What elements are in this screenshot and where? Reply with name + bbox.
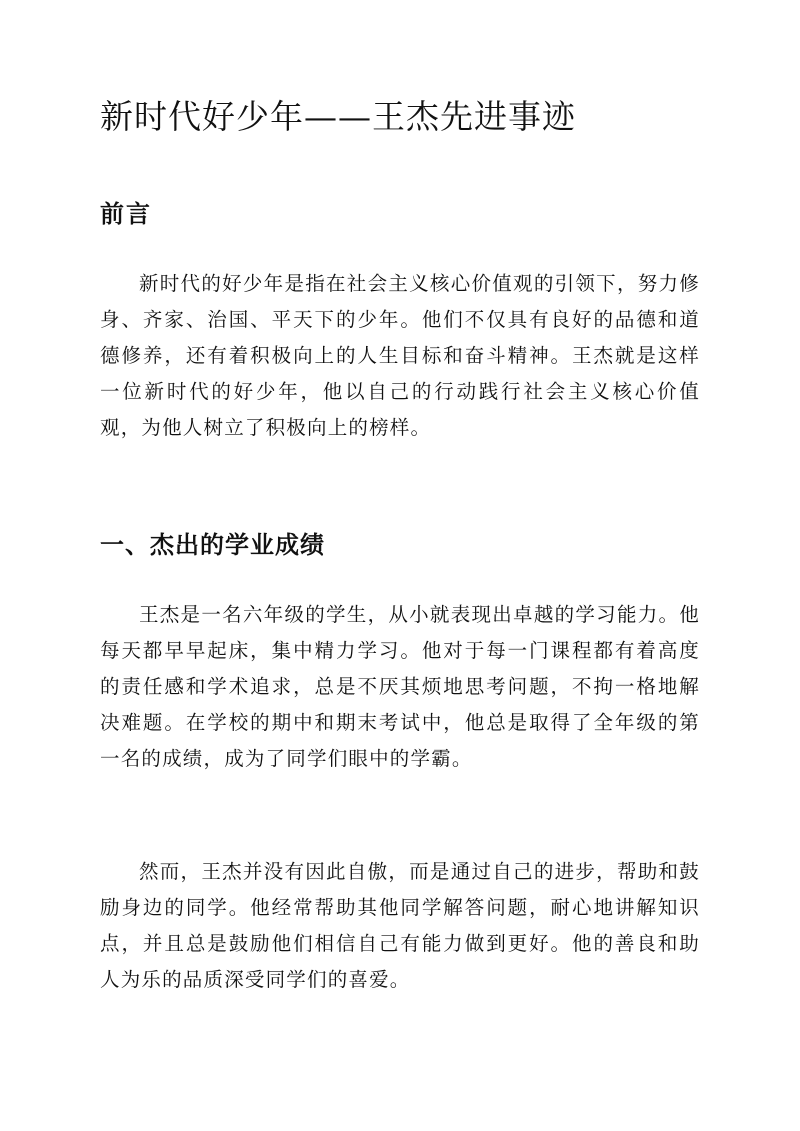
- document-title: 新时代好少年——王杰先进事迹: [100, 97, 576, 136]
- preface-paragraph: 新时代的好少年是指在社会主义核心价值观的引领下，努力修身、齐家、治国、平天下的少年。他们不仅具有良好的品德和道德修养，还有着积极向上的人生目标和奋斗精神。王杰就是这样一位新时代的好少年，他以自己的行动践行社会主义核心价值观，为他人树立了积极向上的榜样。: [100, 272, 700, 439]
- section-heading-preface: 前言: [100, 199, 152, 228]
- section-heading-academic: 一、杰出的学业成绩: [100, 530, 325, 559]
- academic-paragraph-2: 然而，王杰并没有因此自傲，而是通过自己的进步，帮助和鼓励身边的同学。他经常帮助其他同学解答问题，耐心地讲解知识点，并且总是鼓励他们相信自己有能力做到更好。他的善良和助人为乐的品质深受同学们的喜爱。: [100, 860, 700, 991]
- academic-paragraph-1: 王杰是一名六年级的学生，从小就表现出卓越的学习能力。他每天都早早起床，集中精力学习。他对于每一门课程都有着高度的责任感和学术追求，总是不厌其烦地思考问题，不拘一格地解决难题。在学校的期中和期末考试中，他总是取得了全年级的第一名的成绩，成为了同学们眼中的学霸。: [100, 603, 700, 770]
